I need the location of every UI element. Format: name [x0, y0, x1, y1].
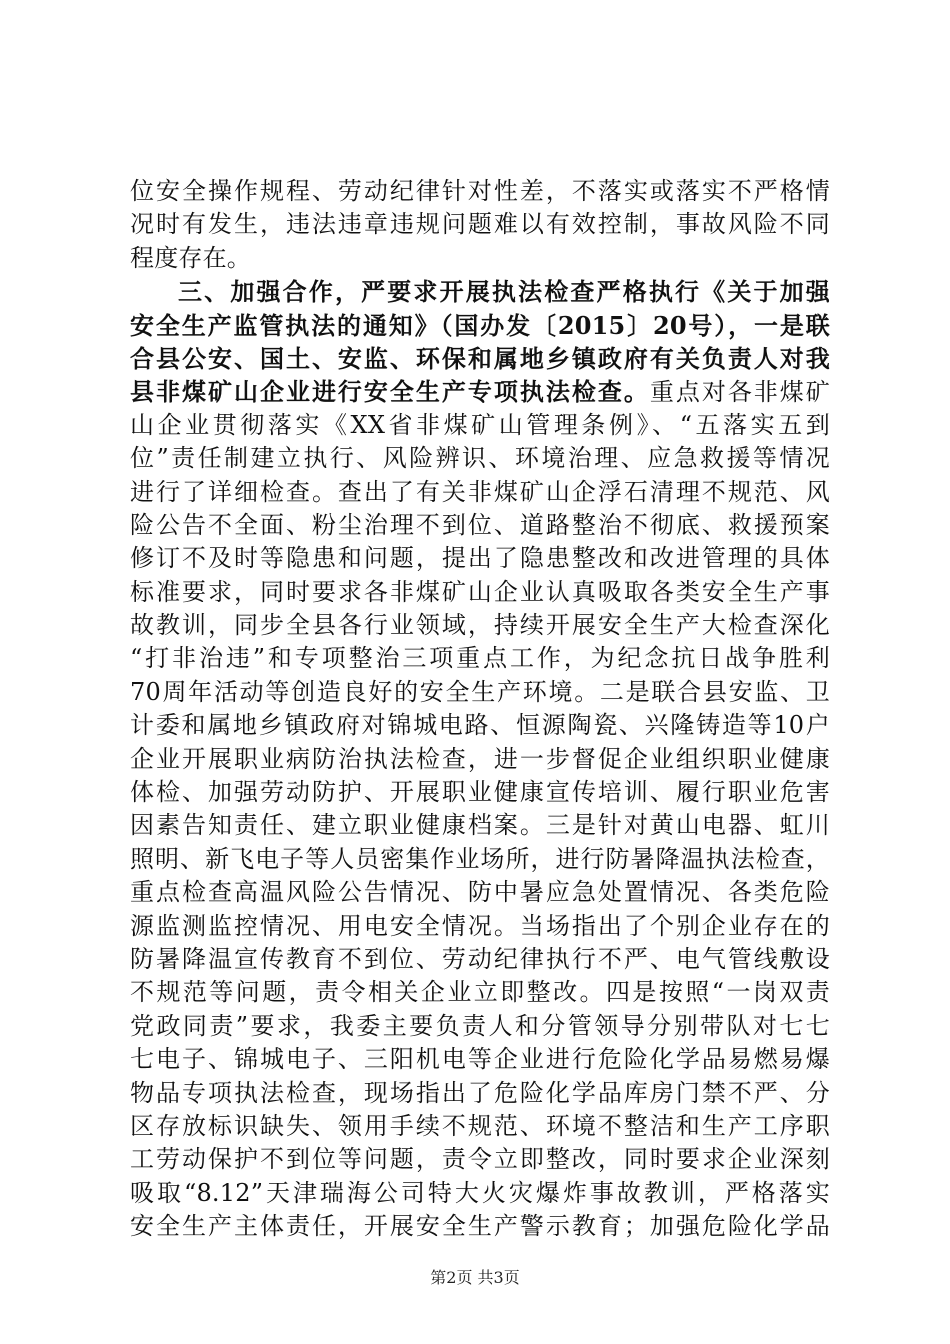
page-number-footer: 第2页 共3页 [430, 1268, 520, 1287]
body-line: 修订不及时等隐患和问题，提出了隐患整改和改进管理的具体 [130, 544, 830, 573]
body-line: 企业开展职业病防治执法检查，进一步督促企业组织职业健康 [130, 744, 830, 773]
body-line: 位安全操作规程、劳动纪律针对性差，不落实或落实不严格情 [130, 177, 830, 205]
body-line: 物品专项执法检查，现场指出了危险化学品库房门禁不严、分 [130, 1078, 830, 1107]
body-line: 吸取“8.12”天津瑞海公司特大火灾爆炸事故教训，严格落实 [130, 1178, 830, 1207]
body-line: 照明、新飞电子等人员密集作业场所，进行防暑降温执法检查， [130, 844, 830, 873]
body-line: 山企业贯彻落实《XX省非煤矿山管理条例》、“五落实五到 [130, 410, 830, 439]
body-line: 体检、加强劳动防护、开展职业健康宣传培训、履行职业危害 [130, 778, 830, 807]
body-line: 因素告知责任、建立职业健康档案。三是针对黄山电器、虹川 [130, 811, 830, 840]
body-line: 工劳动保护不到位等问题，责令立即整改，同时要求企业深刻 [130, 1145, 830, 1174]
body-line: 不规范等问题，责令相关企业立即整改。四是按照“一岗双责 [130, 978, 830, 1007]
body-line: 故教训，同步全县各行业领域，持续开展安全生产大检查深化 [130, 611, 830, 640]
body-line: 位”责任制建立执行、风险辨识、环境治理、应急救援等情况 [130, 444, 830, 473]
normal-run: 重点对各非煤矿 [649, 378, 830, 407]
body-line: 重点检查高温风险公告情况、防中暑应急处置情况、各类危险 [130, 878, 830, 907]
body-line: 标准要求，同时要求各非煤矿山企业认真吸取各类安全生产事 [130, 577, 830, 606]
bold-run: 县非煤矿山企业进行安全生产专项执法检查。 [130, 377, 650, 407]
body-line: 党政同责”要求，我委主要负责人和分管领导分别带队对七七 [130, 1011, 830, 1040]
body-line: 程度存在。 [130, 243, 251, 272]
body-line: 险公告不全面、粉尘治理不到位、道路整治不彻底、救援预案 [130, 510, 830, 539]
body-line-mixed [130, 375, 830, 408]
body-line: 安全生产主体责任，开展安全生产警示教育；加强危险化学品 [130, 1212, 830, 1241]
section-heading-line: 合县公安、国土、安监、环保和属地乡镇政府有关负责人对我 [130, 343, 830, 373]
section-heading-line: 安全生产监管执法的通知》（国办发〔2015〕20号），一是联 [130, 310, 830, 340]
body-line: 源监测监控情况、用电安全情况。当场指出了个别企业存在的 [130, 911, 830, 940]
body-line: 区存放标识缺失、领用手续不规范、环境不整洁和生产工序职 [130, 1111, 830, 1140]
document-body [130, 175, 830, 1244]
body-line: 70周年活动等创造良好的安全生产环境。二是联合县安监、卫 [130, 677, 830, 706]
body-line: 七电子、锦城电子、三阳机电等企业进行危险化学品易燃易爆 [130, 1045, 830, 1074]
body-line: 防暑降温宣传教育不到位、劳动纪律执行不严、电气管线敷设 [130, 944, 830, 973]
body-line: 计委和属地乡镇政府对锦城电路、恒源陶瓷、兴隆铸造等10户 [130, 711, 830, 740]
body-line: 况时有发生，违法违章违规问题难以有效控制，事故风险不同 [130, 210, 830, 239]
section-heading-line: 三、加强合作，严要求开展执法检查严格执行《关于加强 [178, 277, 830, 307]
body-line: “打非治违”和专项整治三项重点工作，为纪念抗日战争胜利 [130, 644, 830, 673]
body-line: 进行了详细检查。查出了有关非煤矿山企浮石清理不规范、风 [130, 477, 830, 506]
